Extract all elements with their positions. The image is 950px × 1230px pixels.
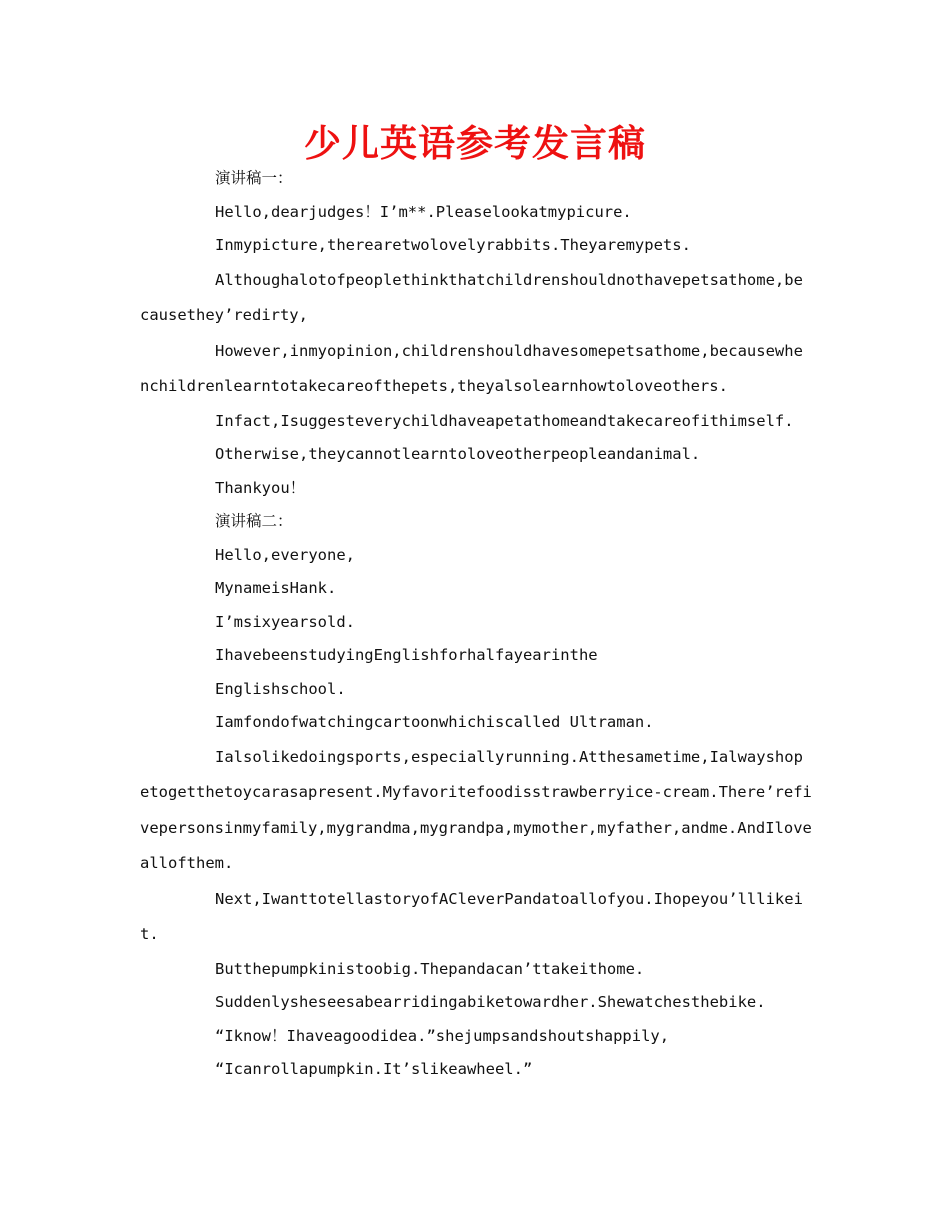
paragraph: I’msixyearsold. [215,612,355,631]
paragraph: Infact,Isuggesteverychildhaveapetathomeandtakecareofithimself. [215,411,794,430]
paragraph: Englishschool. [215,679,346,698]
paragraph: “Icanrollapumpkin.It’slikeawheel.” [215,1060,533,1078]
paragraph: Iamfondofwatchingcartoonwhichiscalled Ultraman. [215,713,654,731]
document-body [140,162,812,1087]
paragraph: MynameisHank. [215,579,337,597]
paragraph: Next,IwanttotellastoryofACleverPandatoallofyou.Ihopeyou’lllikeit. [140,889,803,943]
paragraph: Suddenlysheseesabearridingabiketowardher.Shewatchesthebike. [215,993,766,1011]
paragraph: Hello,dearjudges！I’m**.Pleaselookatmypicure. [215,202,632,221]
paragraph: Thankyou！ [215,478,306,497]
paragraph: Inmypicture,therearetwolovelyrabbits.Theyaremypets. [215,236,691,254]
paragraph: “Iknow！Ihaveagoodidea.”shejumpsandshoutshappily, [215,1026,670,1045]
paragraph: Ialsolikedoingsports,especiallyrunning.Atthesametime,Ialwayshopetogetthetoycarasapresent.Myfavoritefoodisstrawberryice-cream.There’refivepersonsinmyfamily,mygrandma,mygrandpa,mymother,myfather,andme.AndIloveallofthem. [140,747,812,872]
paragraph: Hello,everyone, [215,545,355,564]
document-title: 少儿英语参考发言稿 [304,122,646,165]
paragraph: Butthepumpkinistoobig.Thepandacan’ttakeithome. [215,959,645,978]
paragraph: Otherwise,theycannotlearntoloveotherpeopleandanimal. [215,445,701,463]
paragraph: IhavebeenstudyingEnglishforhalfayearinthe [215,646,598,664]
paragraph: Althoughalotofpeoplethinkthatchildrenshouldnothavepetsathome,becausethey’redirty, [140,270,803,324]
section-heading-1: 演讲稿一： [215,169,293,187]
paragraph: However,inmyopinion,childrenshouldhavesomepetsathome,becausewhenchildrenlearntotakecareofthepets,theyalsolearnhowtoloveothers. [140,341,803,395]
section-heading-2: 演讲稿二： [215,512,293,530]
